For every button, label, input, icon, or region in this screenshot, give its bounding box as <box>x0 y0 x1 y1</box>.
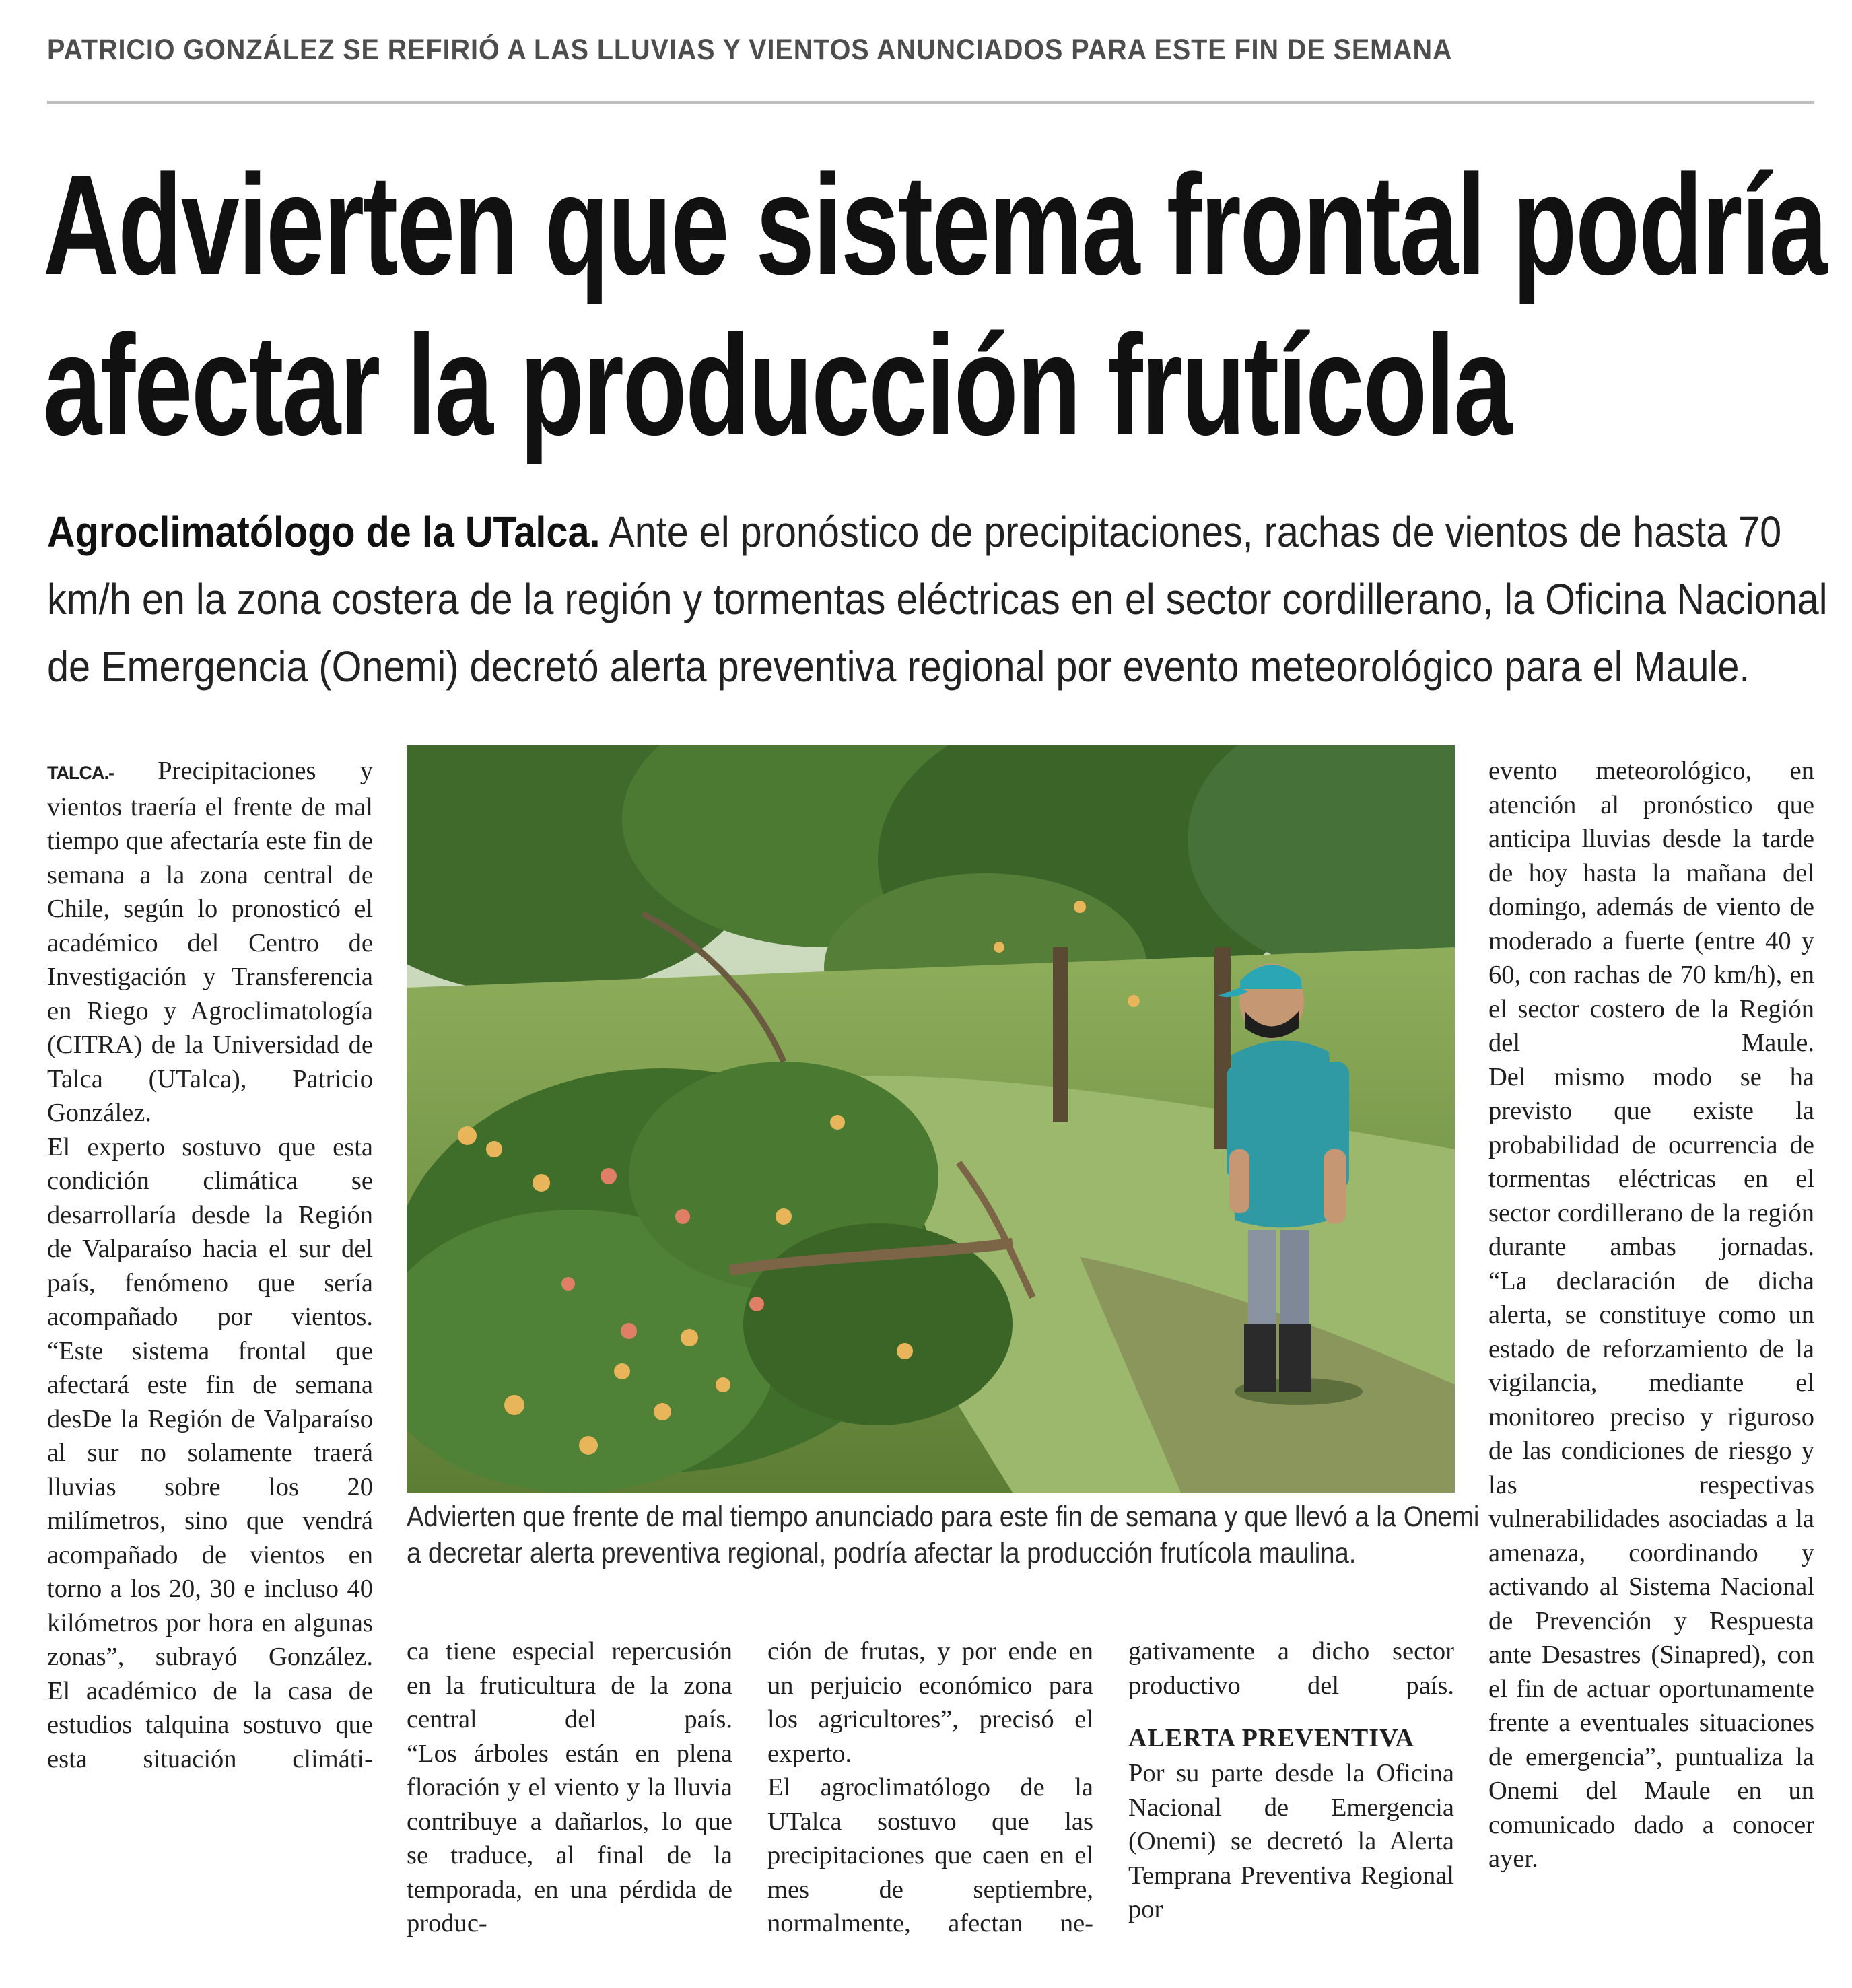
photo-caption <box>407 1499 1480 1571</box>
headline-line-2: afectar la producción frutícola <box>43 305 1511 465</box>
body-paragraph: El agroclimatólogo de la UTalca sostuvo que las precipitaciones que caen en el mes de septiembre, normalmente, afectan ne- <box>767 1773 1093 1938</box>
deck-line-1 <box>47 498 1780 565</box>
kicker-divider <box>47 101 1814 104</box>
body-column-3 <box>767 1635 1093 1941</box>
body-paragraph: ción de frutas, y por ende en un perjuicio económico para los agricultores”, precisó el experto. <box>767 1637 1093 1768</box>
headline-line-1: Advierten que sistema frontal podría <box>43 145 1826 304</box>
body-paragraph: evento meteorológico, en atención al pronóstico que anticipa lluvias desde la tarde de hoy hasta la mañana del domingo, además de viento de moderado a fuerte (entre 40 y 60, con rachas de 70 km/h), en el sector costero de la Región del Maule. <box>1488 757 1814 1057</box>
body-paragraph <box>47 754 373 1130</box>
body-column-5 <box>1488 754 1814 1876</box>
body-paragraph: Del mismo modo se ha previsto que existe la probabilidad de ocurrencia de tormentas eléctricas en el sector cordillerano de la región durante ambas jornadas. <box>1488 1062 1814 1261</box>
body-paragraph: gativamente a dicho sector productivo del país. <box>1128 1637 1454 1700</box>
orchard-photo-illustration <box>407 745 1455 1493</box>
body-paragraph: El experto sostuvo que esta condición climática se desarrollaría desde la Región de Valparaíso hacia el sur del país, fenómeno que sería acompañado por vientos. <box>47 1132 373 1331</box>
body-paragraph: El académico de la casa de estudios talquina sostuvo que esta situación climáti- <box>47 1676 373 1773</box>
body-paragraph: Por su parte desde la Oficina Nacional de Emergencia (Onemi) se decretó la Alerta Temprana Preventiva Regional por <box>1128 1759 1454 1923</box>
body-paragraph: “Este sistema frontal que afectará este fin de semana desDe la Región de Valparaíso al sur no solamente traerá lluvias sobre los 20 milímetros, sino que vendrá acompañado de vientos en torno a los 20, 30 e incluso 40 kilómetros por hora en algunas zonas”, subrayó González. <box>47 1336 373 1671</box>
orchard-photo <box>407 745 1455 1493</box>
caption-line-2: a decretar alerta preventiva regional, podría afectar la producción frutícola maulina. <box>407 1537 1357 1569</box>
body-column-4 <box>1128 1635 1454 1927</box>
body-paragraph: “Los árboles están en plena floración y el viento y la lluvia contribuye a dañarlos, lo que se traduce, al final de la temporada, en una pérdida de produc- <box>407 1739 732 1938</box>
caption-line-1: Advierten que frente de mal tiempo anunciado para este fin de semana y que llevó a la Onemi <box>407 1501 1480 1533</box>
deck-line-3: de Emergencia (Onemi) decretó alerta preventiva regional por evento meteorológico para el Maule. <box>47 642 1750 691</box>
article-headline <box>43 145 1826 465</box>
body-paragraph: ca tiene especial repercusión en la fruticultura de la zona central del país. <box>407 1637 732 1734</box>
body-column-2 <box>407 1635 732 1941</box>
deck-line-1-text: Ante el pronóstico de precipitaciones, rachas de vientos de hasta 70 <box>609 508 1782 556</box>
body-column-1 <box>47 754 373 1776</box>
dateline: TALCA.- <box>47 763 114 783</box>
deck-lead: Agroclimatólogo de la UTalca. <box>47 508 601 556</box>
body-paragraph: “La declaración de dicha alerta, se constituye como un estado de reforzamiento de la vigilancia, mediante el monitoreo preciso y riguroso de las condiciones de riesgo y las respectivas vulnerabilidades asociadas a la amenaza, coordinando y activando al Sistema Nacional de Prevención y Respuesta ante Desastres (Sinapred), con el fin de actuar oportunamente frente a eventuales situaciones de emergencia”, puntualiza la Onemi del Maule en un comunicado dado a conocer ayer. <box>1488 1266 1814 1873</box>
section-subhead: ALERTA PREVENTIVA <box>1128 1724 1414 1752</box>
article-deck <box>47 498 1828 700</box>
article-kicker: PATRICIO GONZÁLEZ SE REFIRIÓ A LAS LLUVIAS Y VIENTOS ANUNCIADOS PARA ESTE FIN DE SEMANA <box>47 34 1453 66</box>
paragraph-text: Precipitaciones y vientos traería el frente de mal tiempo que afectaría este fin de semana a la zona central de Chile, según lo pronosticó el académico del Centro de Investigación y Transferencia en Riego y Agroclimatología (CITRA) de la Universidad de Talca (UTalca), Patricio González. <box>47 757 373 1127</box>
deck-line-2: km/h en la zona costera de la región y tormentas eléctricas en el sector cordillerano, la Oficina Nacional <box>47 575 1828 623</box>
